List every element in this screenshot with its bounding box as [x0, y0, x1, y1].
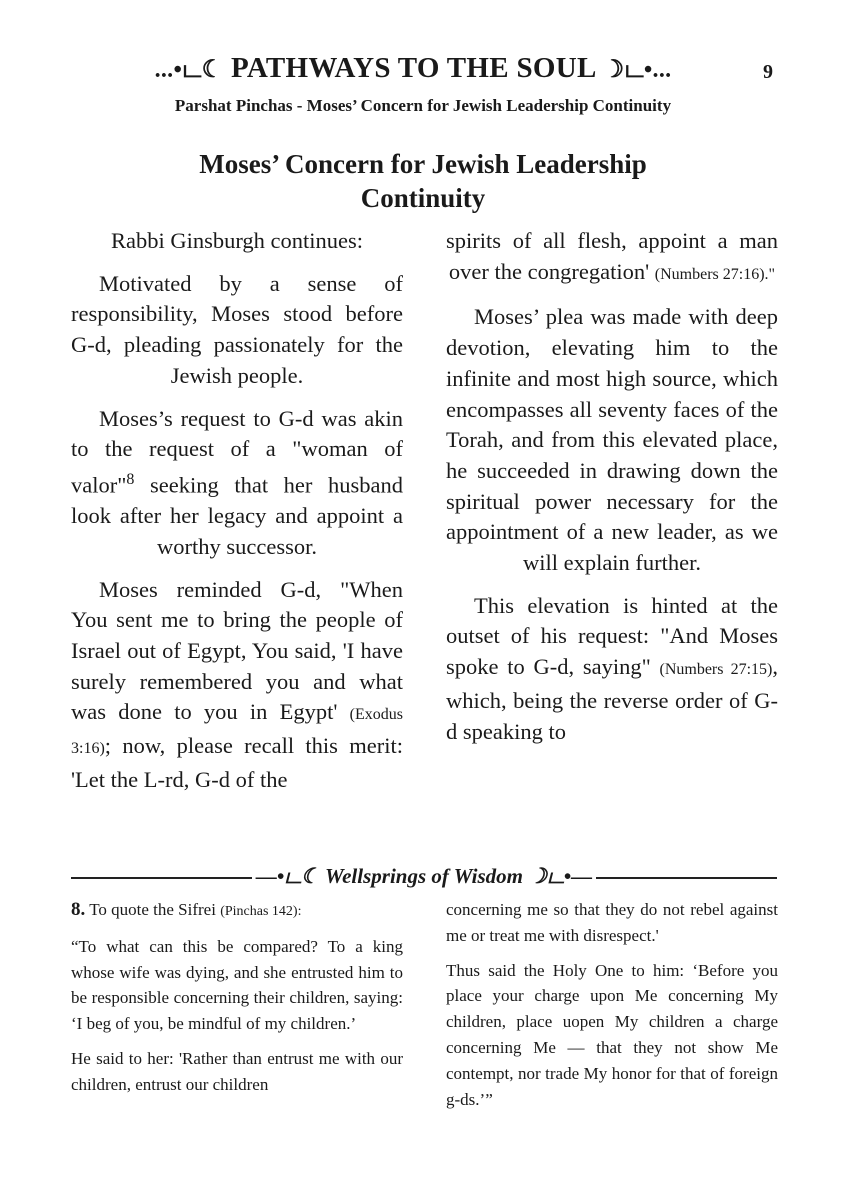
ornament-right-icon: ☽ட•...	[602, 57, 672, 83]
paragraph	[446, 226, 778, 290]
page-number: 9	[763, 61, 773, 83]
ornament-right-icon: ☽ட•—	[528, 864, 593, 888]
footnote-text: To quote the Sifrei	[85, 900, 221, 919]
paragraph-text: ; now, please recall this merit: 'Let the L-rd, G-d of the	[71, 733, 403, 792]
paragraph	[71, 575, 403, 796]
paragraph-text: , which, being the reverse order of G-d speaking to	[446, 654, 778, 744]
footnote-number: 8.	[71, 899, 86, 920]
article-left-column	[71, 226, 403, 807]
paragraph-text: Motivated by a sense of responsibility, Moses stood before G-d, pleading passionately for the Jewish people.	[71, 270, 403, 388]
running-header	[0, 52, 846, 86]
article-right-column	[446, 226, 778, 759]
footnote-paragraph	[446, 897, 778, 949]
paragraph-text: Moses reminded G-d, "When You sent me to bring the people of Israel out of Egypt, You said, 'I have surely remembered you and what was done to you in Egypt'	[71, 576, 403, 725]
footnotes-left-column	[71, 897, 403, 1107]
paragraph	[71, 404, 403, 563]
footnote-text: “To what can this be compared? To a king whose wife was dying, and she entrusted him to be responsible concerning their children, saying: ‘I beg of you, be mindful of my children.’	[71, 936, 403, 1034]
paragraph-text: Moses’s request to G-d was akin to the request of a "woman of valor"	[71, 405, 403, 498]
footnotes-heading-group	[71, 864, 777, 891]
footnote-ref[interactable]: 8	[126, 470, 135, 488]
footnote-text: Thus said the Holy One to him: ‘Before you place your charge upon Me concerning My children, place uopen My children a charge concerning Me — that they not show Me contempt, nor trade My honor for that of foreign g-ds.’”	[446, 960, 778, 1109]
footnote-paragraph	[71, 1046, 403, 1098]
footnote-text: concerning me so that they do not rebel against me or treat me with disrespect.'	[446, 900, 778, 945]
footnote-text: He said to her: 'Rather than entrust me with our children, entrust our children	[71, 1048, 403, 1094]
ornament-left-icon: ...•ட☾	[154, 57, 224, 83]
footnotes-divider	[71, 866, 777, 890]
paragraph	[446, 302, 778, 578]
citation: (Numbers 27:15)	[659, 661, 773, 679]
paragraph	[71, 226, 403, 257]
publication-title-group	[155, 52, 672, 86]
paragraph-text: This elevation is hinted at the outset of his request: "And Moses spoke to G-d, saying"	[446, 592, 778, 680]
footnote	[71, 897, 403, 925]
article-title: Moses’ Concern for Jewish Leadership Continuity	[199, 149, 647, 213]
footnote-paragraph	[71, 934, 403, 1037]
paragraph-text: Moses’ plea was made with deep devotion, elevating him to the infinite and most high source, which encompasses all seventy faces of the Torah, and from this elevated place, he succeeded in drawing down the spiritual power necessary for the appointment of a new leader, as we will explain further.	[446, 304, 778, 576]
citation: (Exodus 3:16)	[71, 706, 403, 758]
paragraph-text: seeking that her husband look after her legacy and appoint a worthy successor.	[71, 472, 403, 559]
paragraph-text: Rabbi Ginsburgh continues:	[110, 228, 364, 253]
running-subtitle: Parshat Pinchas - Moses’ Concern for Jewish Leadership Continuity	[174, 96, 672, 115]
ornament-left-icon: —•ட☾	[255, 864, 320, 888]
citation: (Numbers 27:16)."	[654, 265, 776, 283]
footnotes-heading: Wellsprings of Wisdom	[325, 864, 523, 888]
footnotes-heading-bg	[252, 864, 596, 888]
publication-title: PATHWAYS TO THE SOUL	[230, 52, 596, 84]
paragraph-text: spirits of all flesh, appoint a man over the congregation'	[446, 228, 778, 284]
footnotes-right-column	[446, 897, 778, 1121]
paragraph	[446, 591, 778, 748]
footnote-paragraph	[446, 958, 778, 1113]
paragraph	[71, 269, 403, 392]
citation: (Pinchas 142):	[220, 904, 302, 919]
